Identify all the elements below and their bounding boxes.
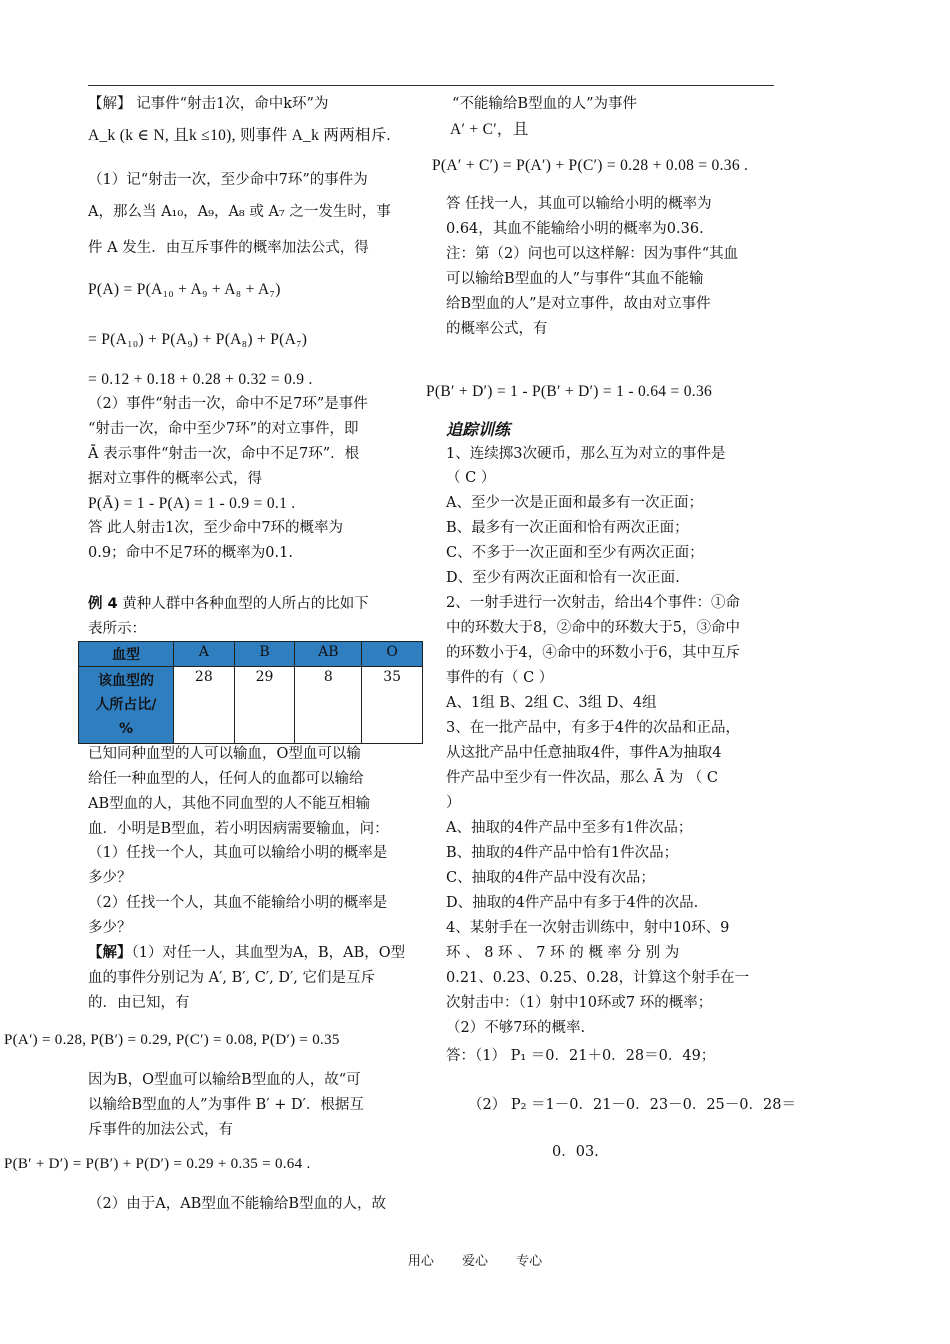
option-line: B、最多有一次正面和恰有两次正面； — [446, 520, 689, 536]
question-line: 3、在一批产品中，有多于4件的次品和正品， — [446, 720, 740, 736]
text-line: 斥事件的加法公式，有 — [88, 1122, 233, 1138]
text-line: 血．小明是B型血，若小明因病需要输血，问： — [88, 821, 389, 837]
example-4-heading — [88, 594, 369, 614]
question-line: 4、某射手在一次射击训练中，射中10环、9 — [446, 920, 730, 936]
option-line: D、至少有两次正面和恰有一次正面. — [446, 570, 680, 586]
text-line: 0.64，其血不能输给小明的概率为0.36. — [446, 221, 704, 237]
question-line: 0.21、0.23、0.25、0.28，计算这个射手在一 — [446, 970, 750, 986]
text-line: A，那么当 A₁₀，A₉，A₈ 或 A₇ 之一发生时，事 — [88, 204, 391, 220]
answer-line: 0．03. — [552, 1144, 599, 1160]
table-row — [79, 667, 423, 744]
formula-line: = P(A₁₀) + P(A₉) + P(A₈) + P(A₇) — [88, 331, 308, 348]
question-line: 件产品中至少有一件次品，那么 Ā 为 （ C — [446, 770, 719, 786]
formula-line: = 0.12 + 0.18 + 0.28 + 0.32 = 0.9 . — [88, 371, 313, 388]
header-rule — [88, 85, 774, 86]
text-line: （1）任找一个人，其血可以输给小明的概率是 — [88, 845, 388, 861]
text-line: （2）任找一个人，其血不能输给小明的概率是 — [88, 895, 388, 911]
question-line: （2）不够7环的概率. — [446, 1020, 586, 1036]
table-header-cell: O — [362, 642, 423, 667]
option-line: A、1组 B、2组 C、3组 D、4组 — [446, 695, 657, 711]
table-header-cell: B — [234, 642, 295, 667]
question-line: 事件的有（ C ） — [446, 670, 554, 686]
option-line: D、抽取的4件产品中有多于4件的次品. — [446, 895, 699, 911]
text-line: 0.9；命中不足7环的概率为0.1. — [88, 545, 293, 561]
option-line: A、抽取的4件产品中至多有1件次品； — [446, 820, 693, 836]
option-line: A、至少一次是正面和最多有一次正面； — [446, 495, 703, 511]
question-line: 中的环数大于8，②命中的环数大于5，③命中 — [446, 620, 740, 636]
row-label-line: 该血型的 — [98, 673, 154, 689]
formula-line: P(A) = P(A₁₀ + A₉ + A₈ + A₇) — [88, 281, 281, 298]
text-line: 给B型血的人”是对立事件，故由对立事件 — [446, 296, 711, 312]
answer-line: 答：（1） P₁ ＝0．21＋0．28＝0．49； — [446, 1048, 716, 1064]
blood-type-table — [78, 641, 423, 744]
formula-line: A′ + C′，且 — [450, 121, 529, 138]
example-text: 黄种人群中各种血型的人所占的比如下 — [117, 596, 369, 612]
formula-line: P(B′ + D′) = P(B′) + P(D′) = 0.29 + 0.35 = 0.64 . — [4, 1156, 311, 1172]
option-line: C、不多于一次正面和至少有两次正面； — [446, 545, 704, 561]
text-line: “射击一次，命中至少7环”的对立事件，即 — [88, 421, 359, 437]
formula-line: P(Ā) = 1 - P(A) = 1 - 0.9 = 0.1 . — [88, 495, 296, 512]
table-cell: 8 — [295, 667, 362, 744]
text-line: 的概率公式，有 — [446, 321, 548, 337]
row-label-line: 人所占比/ — [95, 697, 157, 713]
table-header-row — [79, 642, 423, 667]
text-line: 给任一种血型的人，任何人的血都可以输给 — [88, 771, 364, 787]
text-line: 【解】 记事件“射击1次，命中k环”为 — [88, 96, 329, 112]
table-header-cell: AB — [295, 642, 362, 667]
text-line: （2）事件“射击一次，命中不足7环”是事件 — [88, 396, 368, 412]
text-line: AB型血的人，其他不同血型的人不能互相输 — [88, 796, 371, 812]
text-line: （1）记“射击一次，至少命中7环”的事件为 — [88, 172, 368, 188]
question-line: （ C ） — [446, 470, 496, 486]
solution-label: 【解】 — [88, 945, 132, 961]
formula-line: P(A′ + C′) = P(A′) + P(C′) = 0.28 + 0.08 = 0.36 . — [432, 157, 749, 174]
row-label-line: % — [118, 721, 134, 737]
text-line: 多少？ — [88, 920, 132, 936]
option-line: C、抽取的4件产品中没有次品； — [446, 870, 655, 886]
question-line: 2、一射手进行一次射击，给出4个事件：①命 — [446, 595, 740, 611]
solution-text: （1）对任一人，其血型为A，B，AB，O型 — [131, 945, 406, 961]
text-line: 注：第（2）问也可以这样解：因为事件“其血 — [446, 246, 739, 262]
text-line: 以输给B型血的人”为事件 B′ + D′．根据互 — [88, 1097, 364, 1113]
text-line: 表所示： — [88, 621, 146, 637]
question-line: 环 、 8 环 、 7 环 的 概 率 分 别 为 — [446, 945, 680, 961]
question-line: ） — [446, 795, 461, 811]
question-line: 的环数小于4，④命中的环数小于6，其中互斥 — [446, 645, 740, 661]
option-line: B、抽取的4件产品中恰有1件次品； — [446, 845, 679, 861]
question-line: 次射击中：（1）射中10环或7 环的概率； — [446, 995, 713, 1011]
text-line: “不能输给B型血的人”为事件 — [452, 96, 637, 112]
table-header-cell: 血型 — [79, 642, 174, 667]
solution-line — [88, 943, 405, 963]
question-line: 从这批产品中任意抽取4件，事件A为抽取4 — [446, 745, 722, 761]
text-line: 已知同种血型的人可以输血，O型血可以输 — [88, 746, 361, 762]
formula-line: A_k (k ∈ N, 且k ≤10), 则事件 A_k 两两相斥. — [88, 127, 391, 144]
table-cell: 29 — [234, 667, 295, 744]
formula-line: P(B′ + D′) = 1 - P(B′ + D′) = 1 - 0.64 = 0.36 — [426, 383, 713, 400]
section-heading: 追踪训练 — [446, 420, 511, 439]
text-line: 血的事件分别记为 A′, B′, C′, D′, 它们是互斥 — [88, 970, 375, 986]
table-cell: 35 — [362, 667, 423, 744]
text-line: （2）由于A，AB型血不能输给B型血的人，故 — [88, 1196, 386, 1212]
question-line: 1、连续掷3次硬币，那么互为对立的事件是 — [446, 446, 726, 462]
text-line: 答 任找一人，其血可以输给小明的概率为 — [446, 196, 712, 212]
text-line: 多少？ — [88, 870, 132, 886]
text-line: 答 此人射击1次，至少命中7环的概率为 — [88, 520, 344, 536]
text-line: Ā 表示事件“射击一次，命中不足7环”．根 — [88, 446, 360, 462]
text-line: 因为B，O型血可以输给B型血的人，故“可 — [88, 1072, 361, 1088]
text-line: 据对立事件的概率公式，得 — [88, 471, 262, 487]
text-line: 件 A 发生．由互斥事件的概率加法公式，得 — [88, 240, 369, 256]
text-line: 的．由已知，有 — [88, 995, 190, 1011]
text-line: 可以输给B型血的人”与事件“其血不能输 — [446, 271, 704, 287]
answer-line: （2） P₂ ＝1－0．21－0．23－0．25－0．28＝ — [468, 1097, 796, 1113]
table-row-header — [79, 667, 174, 744]
table-cell: 28 — [174, 667, 235, 744]
formula-line: P(A′) = 0.28, P(B′) = 0.29, P(C′) = 0.08, P(D′) = 0.35 — [4, 1032, 340, 1048]
table-header-cell: A — [174, 642, 235, 667]
example-label: 例 4 — [88, 596, 118, 612]
page-footer: 用心 爱心 专心 — [407, 1254, 543, 1269]
